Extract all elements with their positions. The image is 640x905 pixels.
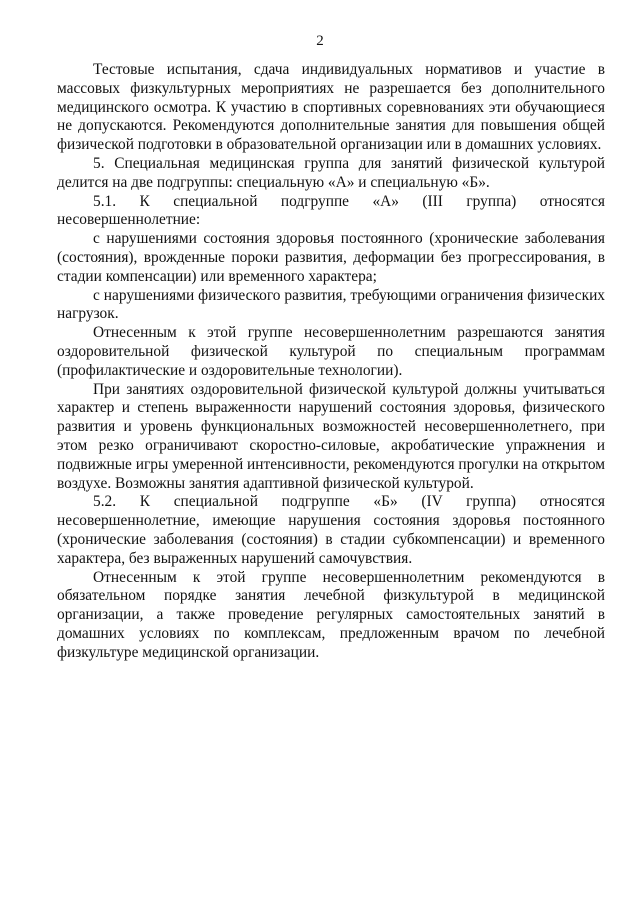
paragraph-testing-restrictions: Тестовые испытания, сдача индивидуальных нормативов и участие в массовых физкультурных мероприятиях не разрешается без дополнительного медицинского осмотра. К участию в спортивных соревнованиях эти обучающиеся не допускаются. Рекомендуются дополнительные занятия для повышения общей физической подготовки в образовательной организации или в домашних условиях. (57, 61, 605, 154)
paragraph-physical-development: с нарушениями физического развития, требующими ограничения физических нагрузок. (57, 286, 605, 323)
paragraph-health-disorders: с нарушениями состояния здоровья постоянного (хронические заболевания (состояния), врожденные пороки развития, деформации без прогрессирования, в стадии компенсации) или временного характера; (57, 230, 605, 285)
page-number: 2 (316, 33, 324, 49)
paragraph-subgroup-a-permitted: Отнесенным к этой группе несовершеннолетним разрешаются занятия оздоровительной физической культурой по специальным программам (профилактические и оздоровительные технологии). (57, 324, 605, 379)
paragraph-subgroup-a-heading: 5.1. К специальной подгруппе «А» (III группа) относятся несовершеннолетние: (57, 192, 605, 229)
paragraph-subgroup-b-heading: 5.2. К специальной подгруппе «Б» (IV группа) относятся несовершеннолетние, имеющие нарушения состояния здоровья постоянного (хронические заболевания (состояния) в стадии субкомпенсации) и временного характера, без выраженных нарушений самочувствия. (57, 493, 605, 567)
paragraph-special-group: 5. Специальная медицинская группа для занятий физической культурой делится на две подгруппы: специальную «А» и специальную «Б». (57, 154, 605, 191)
paragraph-subgroup-b-recommendations: Отнесенным к этой группе несовершеннолетним рекомендуются в обязательном порядке занятия лечебной физкультурой в медицинской организации, а также проведение регулярных самостоятельных занятий в домашних условиях по комплексам, предложенным врачом по лечебной физкультуре медицинской организации. (57, 568, 605, 661)
paragraph-exercise-considerations: При занятиях оздоровительной физической культурой должны учитываться характер и степень выраженности нарушений состояния здоровья, физического развития и уровень функциональных возможностей несовершеннолетнего, при этом резко ограничивают скоростно-силовые, акробатические упражнения и подвижные игры умеренной интенсивности, рекомендуются прогулки на открытом воздухе. Возможны занятия адаптивной физической культурой. (57, 380, 605, 492)
document-body (57, 61, 605, 663)
